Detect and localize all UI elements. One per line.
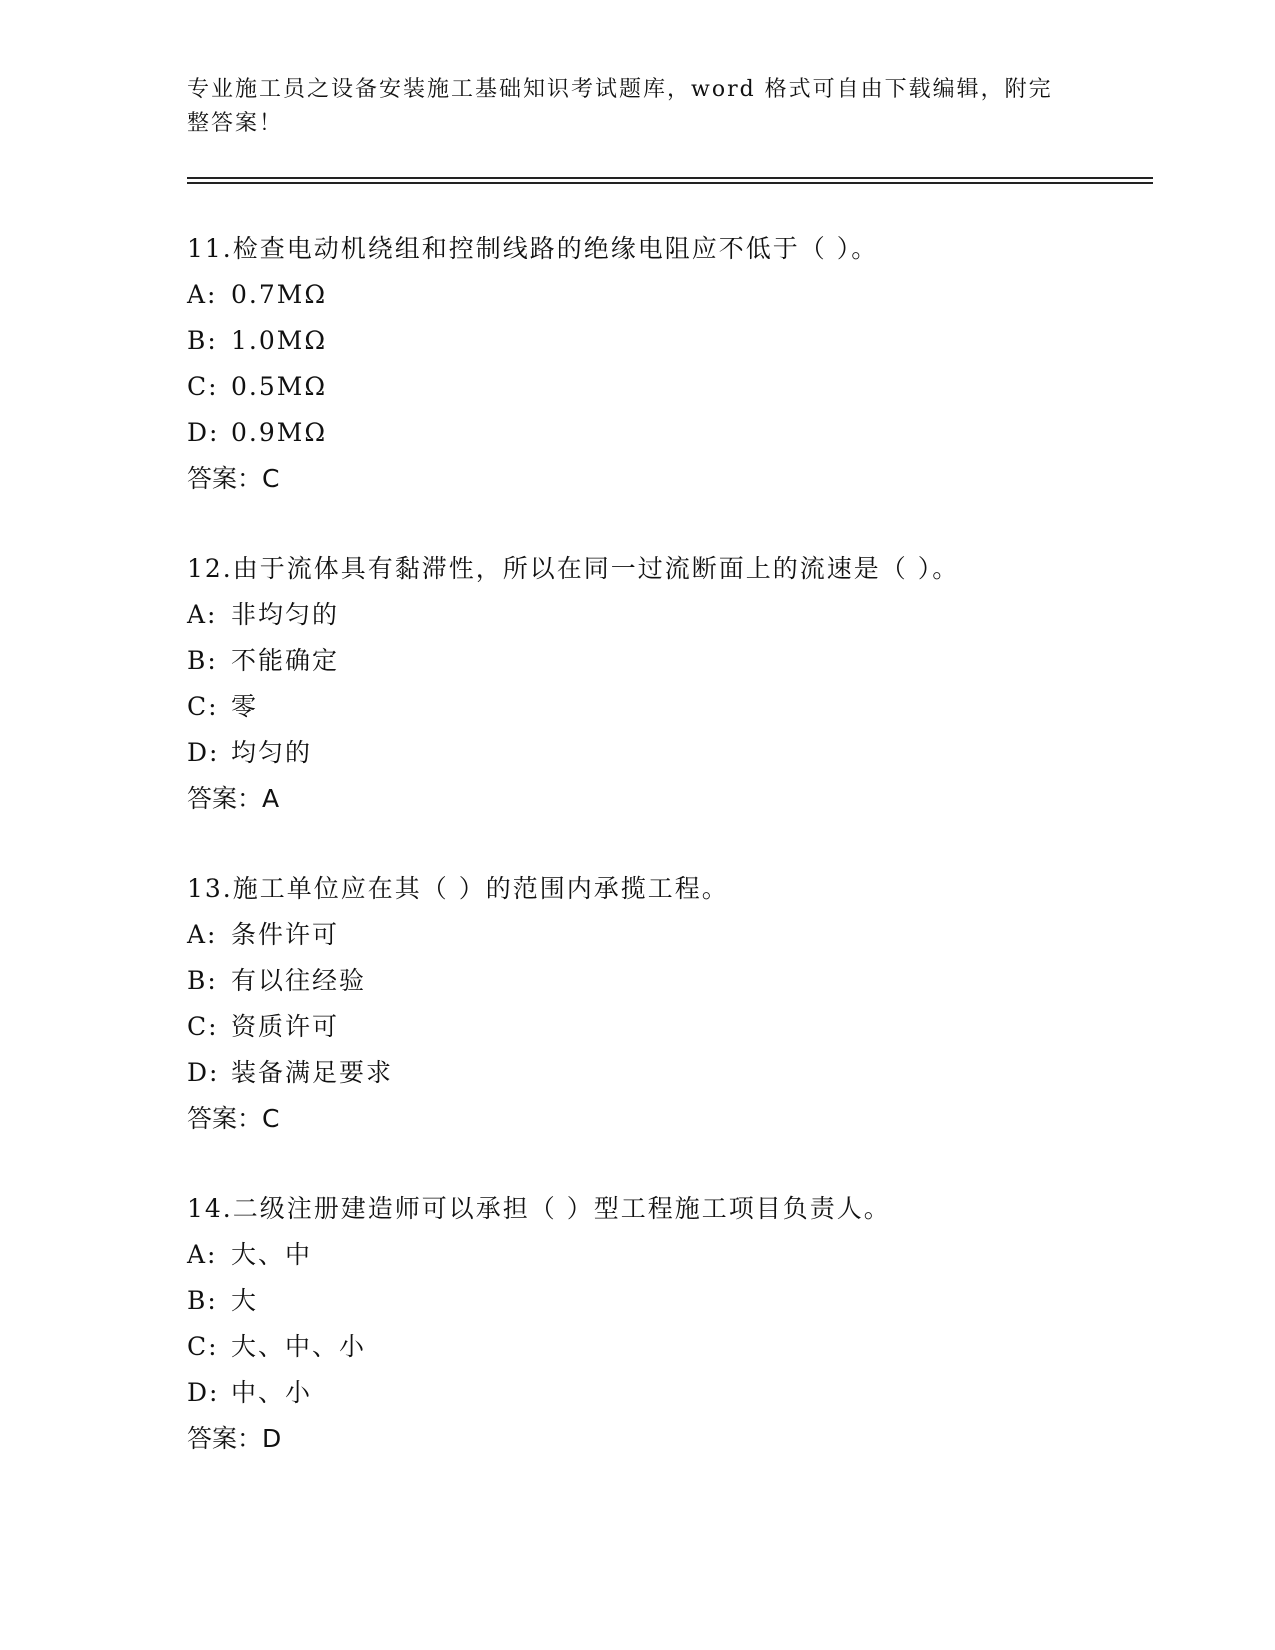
header-line-2: 整答案！ — [187, 111, 284, 136]
option-d — [187, 1058, 1147, 1104]
answer-line: 答案：D — [187, 1424, 282, 1453]
option-letter: B: — [187, 646, 218, 675]
answer-line: 答案：A — [187, 784, 280, 813]
option-a — [187, 280, 1147, 326]
option-text: 不能确定 — [231, 646, 340, 675]
question-11 — [187, 234, 1147, 554]
option-c — [187, 372, 1147, 418]
option-text: 非均匀的 — [231, 600, 340, 629]
option-letter: A: — [187, 280, 218, 309]
option-text: 1.0MΩ — [231, 326, 328, 355]
answer-line: 答案：C — [187, 464, 280, 493]
option-b — [187, 1286, 1147, 1332]
option-text: 零 — [231, 692, 259, 721]
option-text: 资质许可 — [231, 1012, 340, 1041]
option-text: 大 — [231, 1286, 259, 1315]
option-text: 装备满足要求 — [231, 1058, 394, 1087]
header-divider-top — [187, 177, 1153, 179]
option-a — [187, 920, 1147, 966]
option-text: 中、小 — [231, 1378, 313, 1407]
option-letter: D: — [187, 1058, 220, 1087]
option-text: 大、中、小 — [231, 1332, 367, 1361]
option-letter: D: — [187, 418, 220, 447]
question-list — [187, 234, 1147, 1514]
question-14 — [187, 1194, 1147, 1514]
option-text: 0.9MΩ — [231, 418, 328, 447]
question-13 — [187, 874, 1147, 1194]
question-stem: 14.二级注册建造师可以承担（ ）型工程施工项目负责人。 — [187, 1194, 891, 1223]
option-text: 均匀的 — [231, 738, 313, 767]
option-c — [187, 692, 1147, 738]
option-text: 大、中 — [231, 1240, 313, 1269]
option-b — [187, 326, 1147, 372]
option-letter: B: — [187, 1286, 218, 1315]
option-letter: C: — [187, 1332, 219, 1361]
option-b — [187, 646, 1147, 692]
option-a — [187, 1240, 1147, 1286]
option-d — [187, 1378, 1147, 1424]
header-divider-bottom — [187, 182, 1153, 184]
option-text: 有以往经验 — [231, 966, 367, 995]
option-letter: A: — [187, 920, 218, 949]
option-letter: D: — [187, 1378, 220, 1407]
option-text: 条件许可 — [231, 920, 340, 949]
option-d — [187, 418, 1147, 464]
option-letter: B: — [187, 326, 218, 355]
header-line-1: 专业施工员之设备安装施工基础知识考试题库，word 格式可自由下载编辑，附完 — [187, 77, 1053, 102]
answer-line: 答案：C — [187, 1104, 280, 1133]
option-text: 0.7MΩ — [231, 280, 328, 309]
option-b — [187, 966, 1147, 1012]
option-a — [187, 600, 1147, 646]
question-12 — [187, 554, 1147, 874]
option-letter: C: — [187, 1012, 219, 1041]
option-letter: A: — [187, 1240, 218, 1269]
option-d — [187, 738, 1147, 784]
option-text: 0.5MΩ — [231, 372, 328, 401]
option-letter: B: — [187, 966, 218, 995]
option-letter: A: — [187, 600, 218, 629]
option-letter: D: — [187, 738, 220, 767]
option-letter: C: — [187, 372, 219, 401]
question-stem: 13.施工单位应在其（ ）的范围内承揽工程。 — [187, 874, 729, 903]
document-header — [187, 73, 1067, 141]
question-stem: 11.检查电动机绕组和控制线路的绝缘电阻应不低于（ ）。 — [187, 234, 879, 263]
question-stem: 12.由于流体具有黏滞性，所以在同一过流断面上的流速是（ ）。 — [187, 554, 960, 583]
option-c — [187, 1332, 1147, 1378]
option-c — [187, 1012, 1147, 1058]
option-letter: C: — [187, 692, 219, 721]
